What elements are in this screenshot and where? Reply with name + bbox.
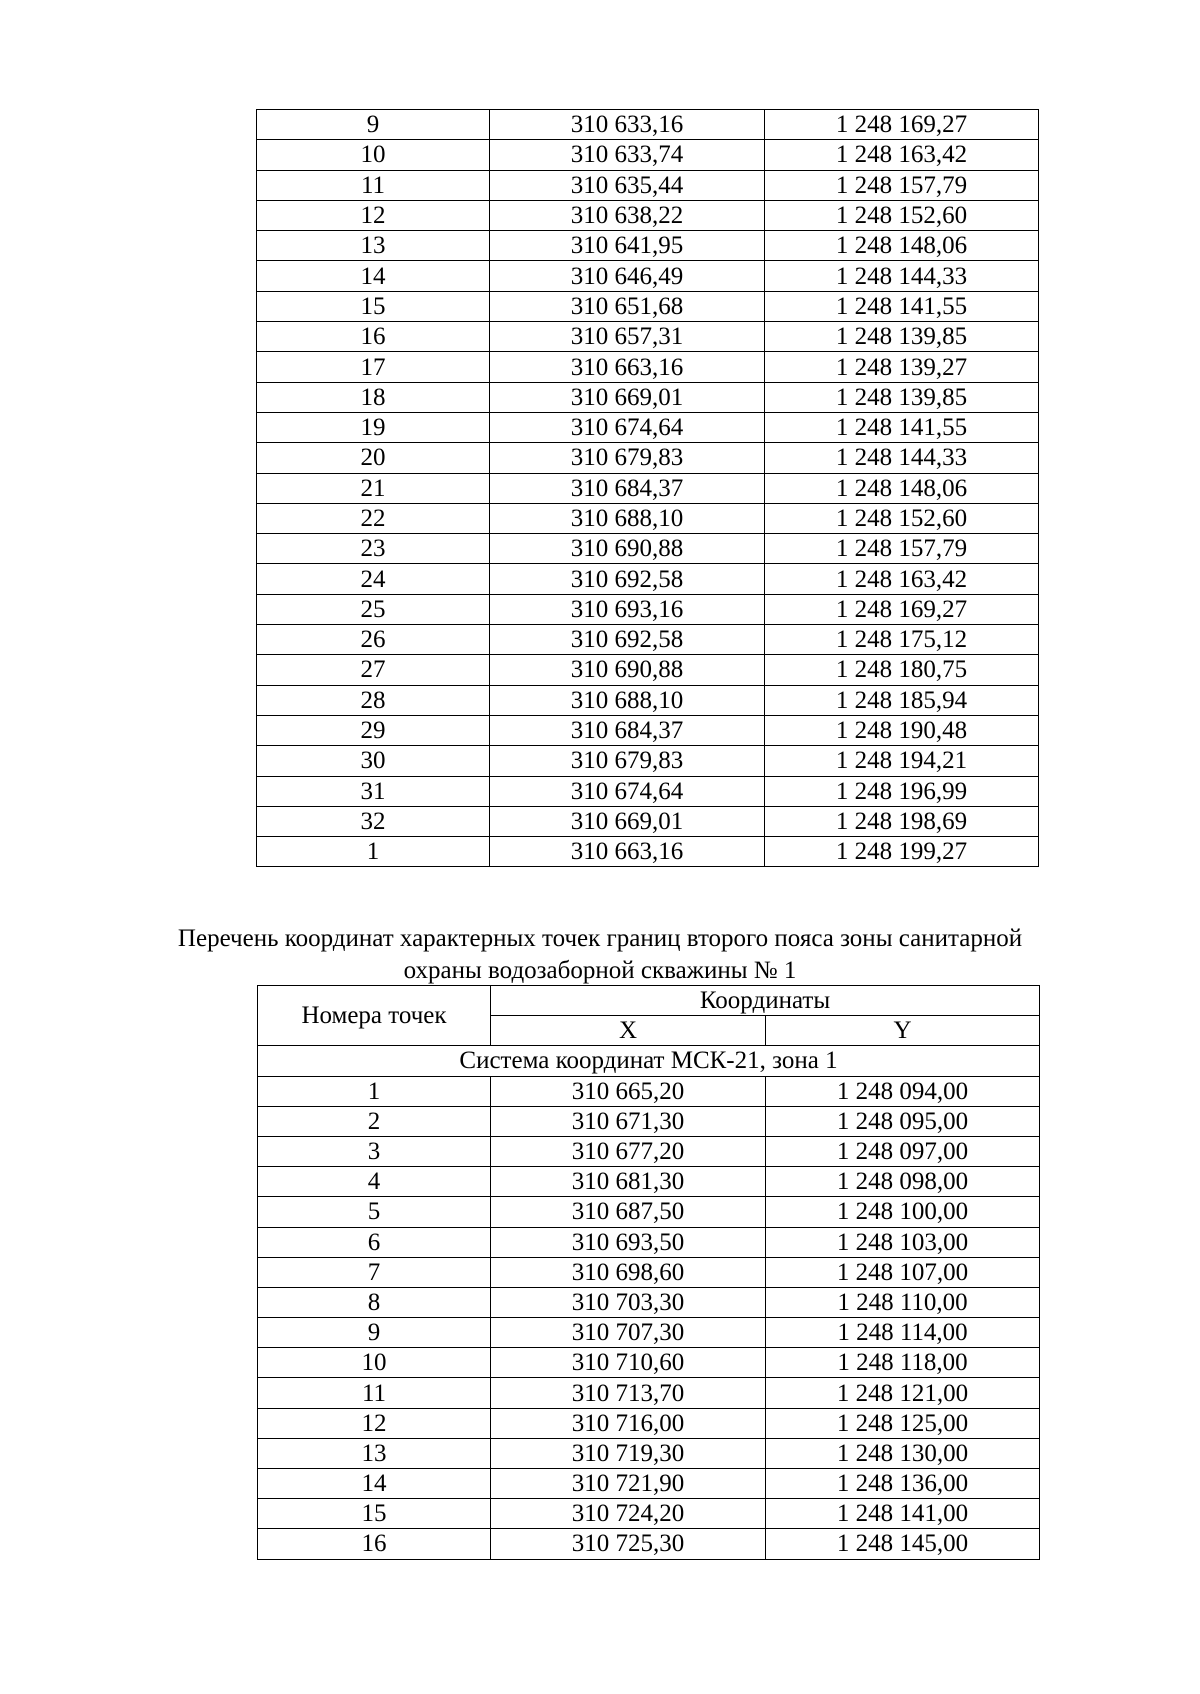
point-number-cell: 8 <box>258 1287 491 1317</box>
point-number-cell: 18 <box>257 382 490 412</box>
x-coordinate-cell: 310 707,30 <box>491 1318 766 1348</box>
y-coordinate-cell: 1 248 148,06 <box>765 231 1039 261</box>
y-coordinate-cell: 1 248 130,00 <box>766 1438 1040 1468</box>
y-coordinate-cell: 1 248 152,60 <box>765 200 1039 230</box>
table-header <box>258 986 1040 1077</box>
x-coordinate-cell: 310 669,01 <box>490 806 765 836</box>
table-row <box>258 1438 1040 1468</box>
x-coordinate-cell: 310 669,01 <box>490 382 765 412</box>
x-coordinate-cell: 310 690,88 <box>490 534 765 564</box>
y-coordinate-cell: 1 248 139,27 <box>765 352 1039 382</box>
point-number-cell: 13 <box>258 1438 491 1468</box>
table-row <box>257 170 1039 200</box>
table-row <box>257 382 1039 412</box>
point-number-cell: 6 <box>258 1227 491 1257</box>
point-number-cell: 12 <box>257 200 490 230</box>
x-coordinate-cell: 310 671,30 <box>491 1106 766 1136</box>
table-row <box>258 1348 1040 1378</box>
y-coordinate-cell: 1 248 157,79 <box>765 170 1039 200</box>
table-row <box>257 231 1039 261</box>
point-number-cell: 31 <box>257 776 490 806</box>
x-coordinate-cell: 310 646,49 <box>490 261 765 291</box>
point-number-cell: 21 <box>257 473 490 503</box>
point-number-cell: 23 <box>257 534 490 564</box>
caption-line-2: охраны водозаборной скважины № 1 <box>403 957 797 984</box>
x-coordinate-cell: 310 721,90 <box>491 1469 766 1499</box>
x-coordinate-cell: 310 684,37 <box>490 473 765 503</box>
y-coordinate-cell: 1 248 107,00 <box>766 1257 1040 1287</box>
x-coordinate-cell: 310 681,30 <box>491 1167 766 1197</box>
x-coordinate-cell: 310 679,83 <box>490 443 765 473</box>
table-row <box>257 715 1039 745</box>
point-number-cell: 14 <box>258 1469 491 1499</box>
point-number-cell: 15 <box>257 291 490 321</box>
table-row <box>257 443 1039 473</box>
table-row <box>257 594 1039 624</box>
x-coordinate-cell: 310 651,68 <box>490 291 765 321</box>
point-number-cell: 19 <box>257 412 490 442</box>
x-coordinate-cell: 310 692,58 <box>490 564 765 594</box>
y-coordinate-cell: 1 248 100,00 <box>766 1197 1040 1227</box>
table-row <box>257 837 1039 867</box>
y-coordinate-cell: 1 248 163,42 <box>765 564 1039 594</box>
x-coordinate-cell: 310 684,37 <box>490 715 765 745</box>
y-coordinate-cell: 1 248 141,00 <box>766 1499 1040 1529</box>
table-caption <box>150 923 1050 987</box>
y-coordinate-cell: 1 248 136,00 <box>766 1469 1040 1499</box>
x-coordinate-cell: 310 665,20 <box>491 1076 766 1106</box>
x-coordinate-cell: 310 698,60 <box>491 1257 766 1287</box>
x-coordinate-cell: 310 693,16 <box>490 594 765 624</box>
x-coordinate-cell: 310 638,22 <box>490 200 765 230</box>
point-number-cell: 14 <box>257 261 490 291</box>
point-number-cell: 26 <box>257 625 490 655</box>
table-row <box>257 564 1039 594</box>
x-coordinate-cell: 310 692,58 <box>490 625 765 655</box>
point-number-cell: 16 <box>258 1529 491 1559</box>
point-number-cell: 28 <box>257 685 490 715</box>
table-row <box>257 322 1039 352</box>
header-coordinates: Координаты <box>491 986 1040 1016</box>
table-row <box>258 1197 1040 1227</box>
y-coordinate-cell: 1 248 139,85 <box>765 322 1039 352</box>
point-number-cell: 7 <box>258 1257 491 1287</box>
point-number-cell: 32 <box>257 806 490 836</box>
x-coordinate-cell: 310 674,64 <box>490 776 765 806</box>
point-number-cell: 2 <box>258 1106 491 1136</box>
point-number-cell: 10 <box>258 1348 491 1378</box>
y-coordinate-cell: 1 248 157,79 <box>765 534 1039 564</box>
point-number-cell: 1 <box>257 837 490 867</box>
point-number-cell: 27 <box>257 655 490 685</box>
y-coordinate-cell: 1 248 139,85 <box>765 382 1039 412</box>
caption-line-1: Перечень координат характерных точек границ второго пояса зоны санитарной <box>177 925 1023 952</box>
table-row <box>257 776 1039 806</box>
point-number-cell: 3 <box>258 1136 491 1166</box>
y-coordinate-cell: 1 248 169,27 <box>765 594 1039 624</box>
header-y: Y <box>766 1016 1040 1046</box>
x-coordinate-cell: 310 679,83 <box>490 746 765 776</box>
y-coordinate-cell: 1 248 180,75 <box>765 655 1039 685</box>
y-coordinate-cell: 1 248 141,55 <box>765 291 1039 321</box>
y-coordinate-cell: 1 248 163,42 <box>765 140 1039 170</box>
point-number-cell: 22 <box>257 503 490 533</box>
y-coordinate-cell: 1 248 098,00 <box>766 1167 1040 1197</box>
y-coordinate-cell: 1 248 194,21 <box>765 746 1039 776</box>
table-row <box>257 685 1039 715</box>
y-coordinate-cell: 1 248 121,00 <box>766 1378 1040 1408</box>
coordinates-table-second-zone <box>257 985 1040 1560</box>
point-number-cell: 1 <box>258 1076 491 1106</box>
table-row <box>257 503 1039 533</box>
system-row <box>258 1046 1040 1076</box>
x-coordinate-cell: 310 690,88 <box>490 655 765 685</box>
table-row <box>257 473 1039 503</box>
x-coordinate-cell: 310 688,10 <box>490 503 765 533</box>
point-number-cell: 15 <box>258 1499 491 1529</box>
x-coordinate-cell: 310 693,50 <box>491 1227 766 1257</box>
x-coordinate-cell: 310 687,50 <box>491 1197 766 1227</box>
x-coordinate-cell: 310 710,60 <box>491 1348 766 1378</box>
table-row <box>257 412 1039 442</box>
table-row <box>257 746 1039 776</box>
table-row <box>258 1227 1040 1257</box>
coordinate-system-label: Система координат МСК-21, зона 1 <box>258 1046 1040 1076</box>
point-number-cell: 24 <box>257 564 490 594</box>
header-x: X <box>491 1016 766 1046</box>
y-coordinate-cell: 1 248 144,33 <box>765 443 1039 473</box>
x-coordinate-cell: 310 641,95 <box>490 231 765 261</box>
point-number-cell: 17 <box>257 352 490 382</box>
table-body <box>257 110 1039 867</box>
table-row <box>258 1076 1040 1106</box>
x-coordinate-cell: 310 716,00 <box>491 1408 766 1438</box>
y-coordinate-cell: 1 248 141,55 <box>765 412 1039 442</box>
x-coordinate-cell: 310 633,16 <box>490 110 765 140</box>
point-number-cell: 11 <box>258 1378 491 1408</box>
table-row <box>258 1529 1040 1559</box>
point-number-cell: 25 <box>257 594 490 624</box>
y-coordinate-cell: 1 248 152,60 <box>765 503 1039 533</box>
point-number-cell: 4 <box>258 1167 491 1197</box>
x-coordinate-cell: 310 703,30 <box>491 1287 766 1317</box>
x-coordinate-cell: 310 688,10 <box>490 685 765 715</box>
x-coordinate-cell: 310 724,20 <box>491 1499 766 1529</box>
x-coordinate-cell: 310 633,74 <box>490 140 765 170</box>
point-number-cell: 20 <box>257 443 490 473</box>
point-number-cell: 10 <box>257 140 490 170</box>
x-coordinate-cell: 310 663,16 <box>490 837 765 867</box>
table-row <box>258 1106 1040 1136</box>
y-coordinate-cell: 1 248 185,94 <box>765 685 1039 715</box>
x-coordinate-cell: 310 719,30 <box>491 1438 766 1468</box>
table-row <box>258 1499 1040 1529</box>
x-coordinate-cell: 310 674,64 <box>490 412 765 442</box>
point-number-cell: 5 <box>258 1197 491 1227</box>
y-coordinate-cell: 1 248 148,06 <box>765 473 1039 503</box>
table-row <box>258 1318 1040 1348</box>
point-number-cell: 9 <box>257 110 490 140</box>
y-coordinate-cell: 1 248 199,27 <box>765 837 1039 867</box>
y-coordinate-cell: 1 248 198,69 <box>765 806 1039 836</box>
y-coordinate-cell: 1 248 190,48 <box>765 715 1039 745</box>
table-row <box>257 200 1039 230</box>
table-row <box>257 140 1039 170</box>
y-coordinate-cell: 1 248 103,00 <box>766 1227 1040 1257</box>
table-row <box>257 625 1039 655</box>
y-coordinate-cell: 1 248 118,00 <box>766 1348 1040 1378</box>
header-row <box>258 986 1040 1016</box>
y-coordinate-cell: 1 248 110,00 <box>766 1287 1040 1317</box>
y-coordinate-cell: 1 248 125,00 <box>766 1408 1040 1438</box>
y-coordinate-cell: 1 248 097,00 <box>766 1136 1040 1166</box>
y-coordinate-cell: 1 248 145,00 <box>766 1529 1040 1559</box>
x-coordinate-cell: 310 677,20 <box>491 1136 766 1166</box>
x-coordinate-cell: 310 635,44 <box>490 170 765 200</box>
point-number-cell: 12 <box>258 1408 491 1438</box>
coordinates-table-first-zone-continued <box>256 109 1039 867</box>
table-body <box>258 1076 1040 1559</box>
table-row <box>257 655 1039 685</box>
point-number-cell: 9 <box>258 1318 491 1348</box>
point-number-cell: 29 <box>257 715 490 745</box>
point-number-cell: 11 <box>257 170 490 200</box>
x-coordinate-cell: 310 725,30 <box>491 1529 766 1559</box>
table-row <box>258 1167 1040 1197</box>
table-row <box>258 1469 1040 1499</box>
table-row <box>258 1378 1040 1408</box>
point-number-cell: 16 <box>257 322 490 352</box>
table-row <box>257 261 1039 291</box>
table-row <box>257 291 1039 321</box>
table-row <box>257 110 1039 140</box>
x-coordinate-cell: 310 713,70 <box>491 1378 766 1408</box>
table-row <box>258 1257 1040 1287</box>
y-coordinate-cell: 1 248 175,12 <box>765 625 1039 655</box>
table-row <box>258 1136 1040 1166</box>
y-coordinate-cell: 1 248 095,00 <box>766 1106 1040 1136</box>
table-row <box>257 534 1039 564</box>
y-coordinate-cell: 1 248 144,33 <box>765 261 1039 291</box>
table-row <box>258 1287 1040 1317</box>
table-row <box>257 352 1039 382</box>
y-coordinate-cell: 1 248 114,00 <box>766 1318 1040 1348</box>
point-number-cell: 30 <box>257 746 490 776</box>
point-number-cell: 13 <box>257 231 490 261</box>
x-coordinate-cell: 310 663,16 <box>490 352 765 382</box>
table-row <box>257 806 1039 836</box>
header-point-numbers: Номера точек <box>258 986 491 1046</box>
table-row <box>258 1408 1040 1438</box>
x-coordinate-cell: 310 657,31 <box>490 322 765 352</box>
y-coordinate-cell: 1 248 196,99 <box>765 776 1039 806</box>
y-coordinate-cell: 1 248 094,00 <box>766 1076 1040 1106</box>
y-coordinate-cell: 1 248 169,27 <box>765 110 1039 140</box>
